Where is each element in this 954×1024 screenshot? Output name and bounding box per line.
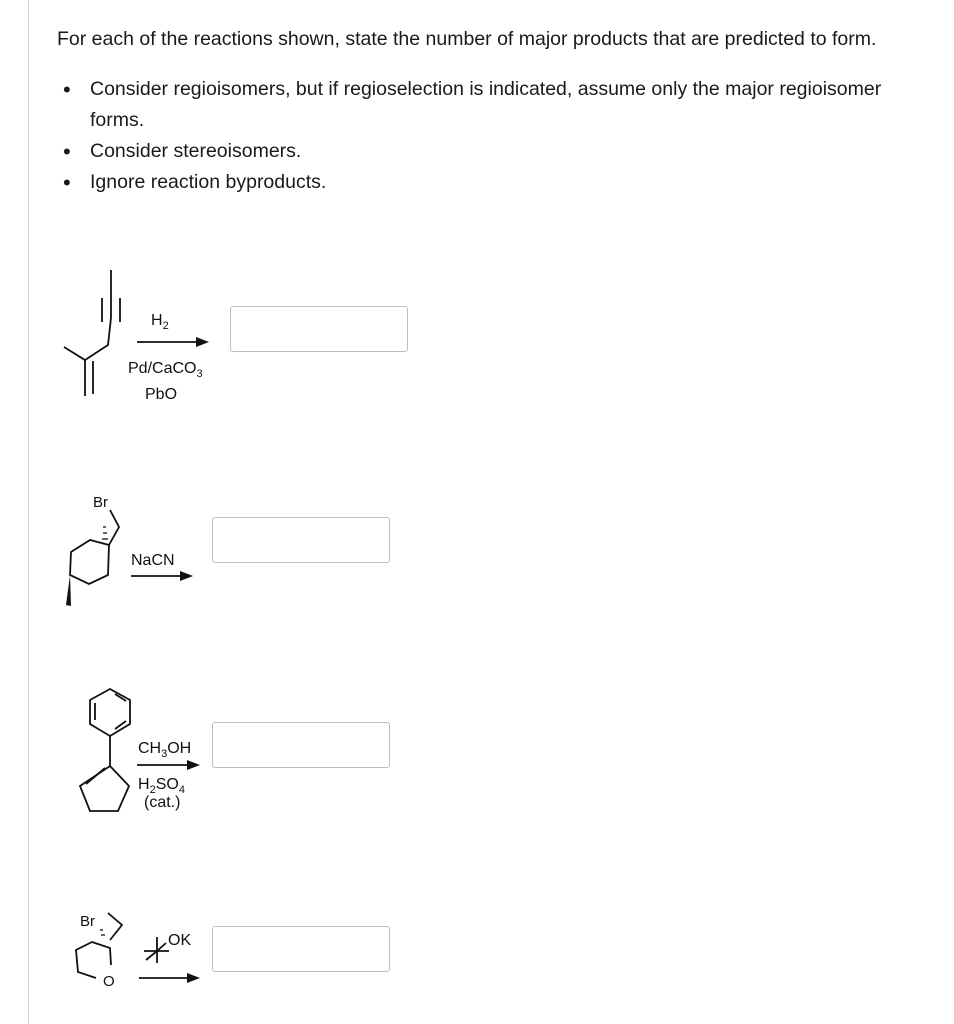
- reaction-1-reagent-above: $H_2$: [151, 312, 169, 333]
- ring-oxygen-label: O: [103, 973, 115, 990]
- reaction-4-answer-input[interactable]: [212, 926, 390, 972]
- reaction-2-reagent-above: NaCN: [131, 552, 175, 569]
- bromine-label: Br: [93, 494, 108, 511]
- question-intro: For each of the reactions shown, state the number of major products that are predicted to form.: [57, 28, 877, 50]
- instruction-bullet: • Consider stereoisomers.: [57, 136, 937, 167]
- instruction-bullet: • Ignore reaction byproducts.: [57, 167, 937, 198]
- instruction-bullet: • Consider regioisomers, but if regioselection is indicated, assume only the major regioisomer forms.: [57, 74, 937, 136]
- reaction-3-reagent-below-1: $H_2SO_4$: [138, 776, 185, 797]
- bromine-label: Br: [80, 913, 95, 930]
- reaction-3-reagent-above: $CH_3OH$: [138, 740, 192, 761]
- reaction-1-reagent-below-1: Pd/CaCO$_3$: [128, 360, 203, 381]
- reaction-1-reagent-below-2: PbO: [145, 386, 178, 403]
- reaction-3-reagent-below-2: (cat.): [144, 794, 181, 811]
- reaction-4-reagent-label: OK: [168, 932, 192, 949]
